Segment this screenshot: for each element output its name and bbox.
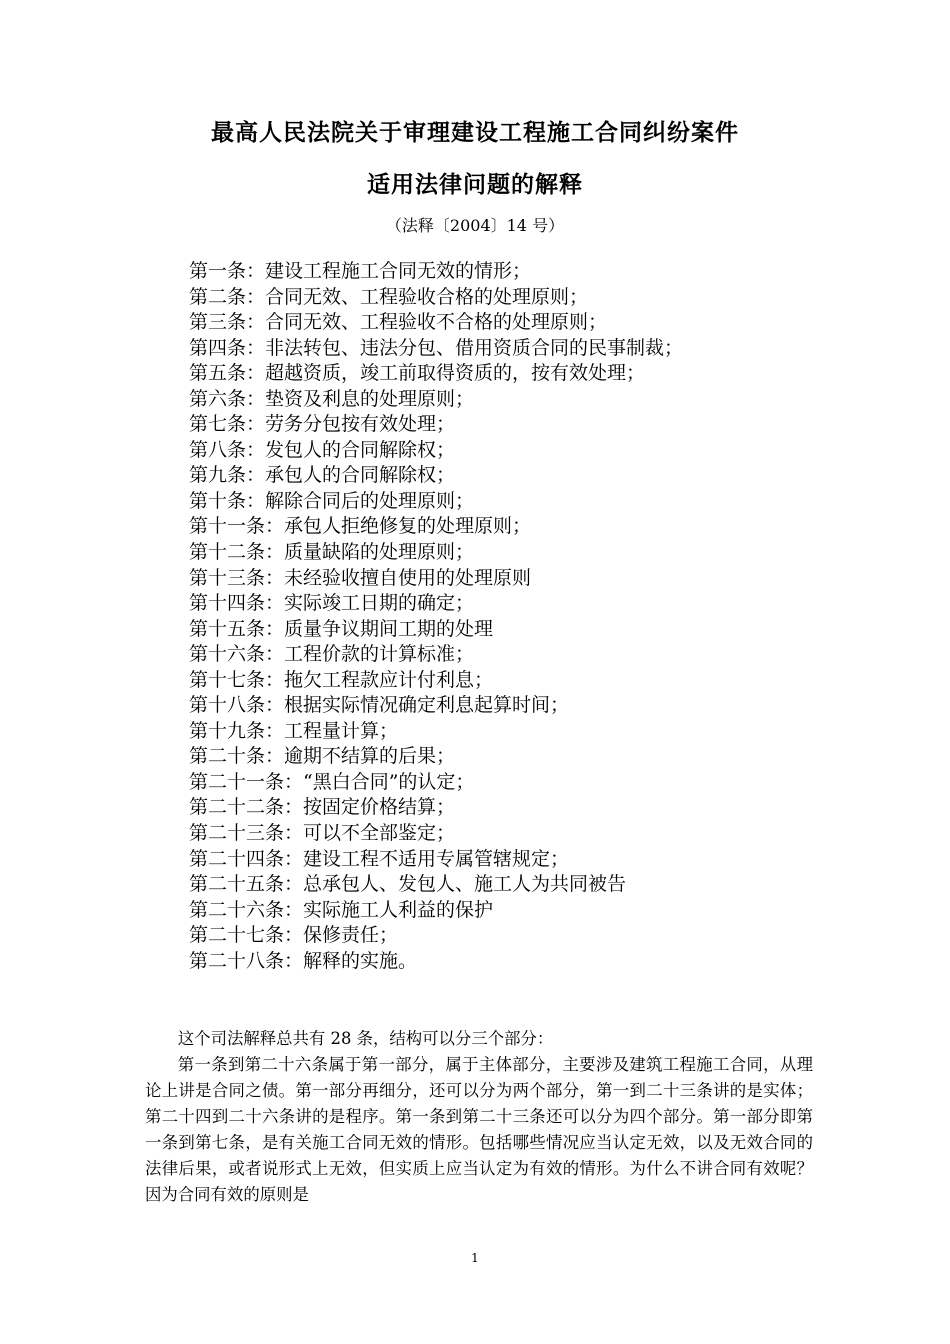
article-item: 第二十五条：总承包人、发包人、施工人为共同被告 (189, 873, 627, 896)
article-item: 第十四条：实际竣工日期的确定； (189, 592, 475, 615)
body-paragraph: 第一条到第二十六条属于第一部分，属于主体部分，主要涉及建筑工程施工合同，从理论上讲是合同之债。第一部分再细分，还可以分为两个部分，第一到二十三条讲的是实体；第二十四到二十六条讲的是程序。第一条到第二十三条还可以分为四个部分。第一部分即第一条到第七条，是有关施工合同无效的情形。包括哪些情况应当认定无效，以及无效合同的法律后果，或者说形式上无效，但实质上应当认定为有效的情形。为什么不讲合同有效呢？因为合同有效的原则是 (145, 1055, 813, 1204)
article-item: 第三条：合同无效、工程验收不合格的处理原则； (189, 311, 608, 334)
article-item: 第二十二条：按固定价格结算； (189, 796, 456, 819)
article-list (189, 259, 829, 974)
article-item: 第二十条：逾期不结算的后果； (189, 745, 456, 768)
article-item: 第十三条：未经验收擅自使用的处理原则 (189, 566, 532, 589)
page-number: 1 (471, 1251, 479, 1265)
article-item: 第二十四条：建设工程不适用专属管辖规定； (189, 847, 570, 870)
article-item: 第十八条：根据实际情况确定利息起算时间； (189, 694, 570, 717)
article-item: 第七条：劳务分包按有效处理； (189, 413, 456, 436)
article-item: 第十六条：工程价款的计算标准； (189, 643, 475, 666)
article-item: 第十五条：质量争议期间工期的处理 (189, 617, 494, 640)
article-item: 第十七条：拖欠工程款应计付利息； (189, 668, 494, 691)
document-number: （法释〔2004〕14 号） (385, 216, 565, 235)
article-item: 第二十六条：实际施工人利益的保护 (189, 898, 494, 921)
article-item: 第二条：合同无效、工程验收合格的处理原则； (189, 285, 589, 308)
document-title-line2: 适用法律问题的解释 (367, 172, 583, 198)
body-paragraph: 这个司法解释总共有 28 条，结构可以分三个部分： (177, 1029, 554, 1048)
article-item: 第六条：垫资及利息的处理原则； (189, 387, 475, 410)
article-item: 第二十八条：解释的实施。 (189, 949, 418, 972)
article-item: 第一条：建设工程施工合同无效的情形； (189, 260, 532, 282)
article-item: 第十九条：工程量计算； (189, 719, 399, 742)
article-item: 第二十三条：可以不全部鉴定； (189, 822, 456, 845)
article-item: 第十条：解除合同后的处理原则； (189, 489, 475, 512)
article-item: 第五条：超越资质，竣工前取得资质的，按有效处理； (189, 362, 646, 385)
document-title-line1: 最高人民法院关于审理建设工程施工合同纠纷案件 (211, 120, 739, 146)
article-item: 第二十七条：保修责任； (189, 924, 399, 947)
body-text (145, 1026, 813, 1208)
article-item: 第十一条：承包人拒绝修复的处理原则； (189, 515, 532, 538)
article-item: 第四条：非法转包、违法分包、借用资质合同的民事制裁； (189, 336, 684, 359)
article-item: 第二十一条：“黑白合同”的认定； (189, 770, 475, 793)
article-item: 第八条：发包人的合同解除权； (189, 438, 456, 461)
article-item: 第九条：承包人的合同解除权； (189, 464, 456, 487)
article-item: 第十二条：质量缺陷的处理原则； (189, 541, 475, 564)
